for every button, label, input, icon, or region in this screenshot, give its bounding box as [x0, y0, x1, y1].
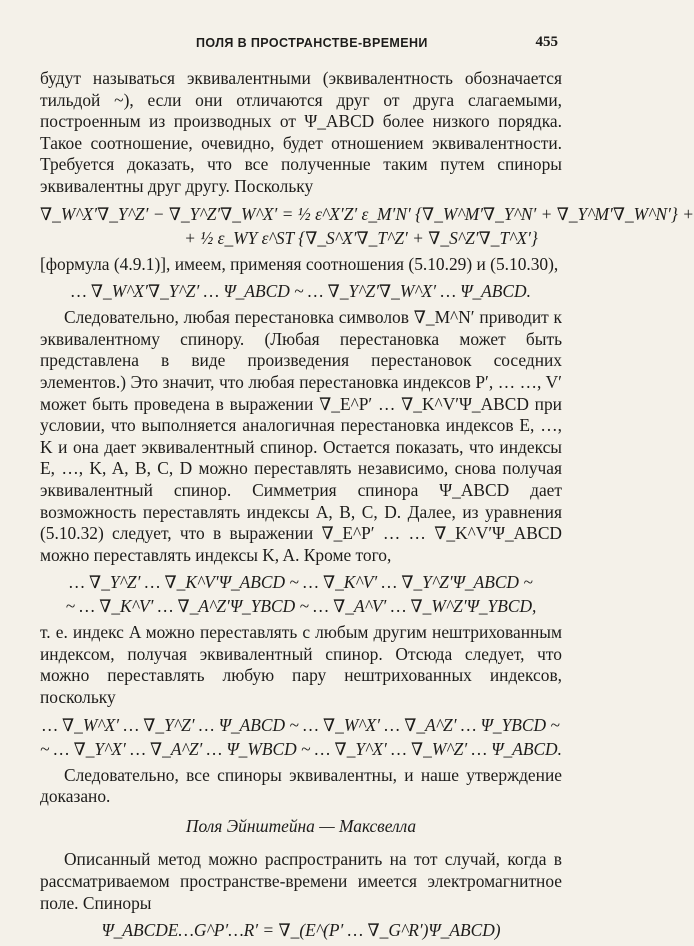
- formula-equivalence-3: [40, 713, 562, 761]
- formula-equivalence-2-line-1: … ∇_Y^Z′ … ∇_K^V′Ψ_ABCD ~ … ∇_K^V′ … ∇_Y^Z′Ψ_ABCD ~: [69, 572, 533, 593]
- paragraph-2: [формула (4.9.1)], имеем, применяя соотношения (5.10.29) и (5.10.30),: [40, 253, 559, 274]
- formula-commutator: [40, 202, 694, 250]
- paragraph-6: Описанный метод можно распространить на тот случай, когда в рассматриваемом пространстве-времени имеется электромагнитное поле. Спиноры: [40, 849, 562, 913]
- formula-spinor-definition: Ψ_ABCDE…G^P′…R′ = ∇_(E^(P′ … ∇_G^R′)Ψ_ABCD): [101, 920, 501, 941]
- paragraph-3: Следовательно, любая перестановка символов ∇_M^N′ приводит к эквивалентному спинору. (Любая перестановка может быть представлена в виде произведения перестановок соседних элементов.) Это значит, что любая перестановка индексов P′, … …, V′ может быть проведена в выражении ∇_E^P′ … ∇_K^V′Ψ_ABCD при условии, что выполняется аналогичная перестановка индексов E, …, K и она дает эквивалентный спинор. Остается показать, что индексы E, …, K, A, B, C, D можно переставлять независимо, снова получая эквивалентный спинор. Симметрия спинора Ψ_ABCD дает возможность переставлять индексы A, B, C, D. Далее, из уравнения (5.10.32) следует, что в выражении ∇_E^P′ … … ∇_K^V′Ψ_ABCD можно переставлять индексы K, A. Кроме того,: [40, 307, 562, 565]
- formula-commutator-line-2: + ½ ε_WY ε^ST {∇_S^X′∇_T^Z′ + ∇_S^Z′∇_T^X′}: [184, 227, 538, 248]
- page-number: 455: [535, 34, 558, 50]
- formula-equivalence-3-line-1: … ∇_W^X′ … ∇_Y^Z′ … Ψ_ABCD ~ … ∇_W^X′ … ∇_A^Z′ … Ψ_YBCD ~: [42, 714, 560, 735]
- page-body: [40, 68, 694, 946]
- paragraph-4: т. е. индекс A можно переставлять с любым другим нештрихованным индексом, получая эквивалентный спинор. Отсюда следует, что можно переставлять любую пару нештрихованных индексов, поскольку: [40, 622, 562, 708]
- section-heading: Поля Эйнштейна — Максвелла: [185, 815, 417, 836]
- paragraph-1: будут называться эквивалентными (эквивалентность обозначается тильдой ~), если они отличаются друг от друга слагаемыми, построенным из производных от Ψ_ABCD более низкого порядка. Такое соотношение, очевидно, будет отношением эквивалентности. Требуется доказать, что все полученные таким путем спиноры эквивалентны друг другу. Поскольку: [40, 68, 562, 196]
- formula-equivalence-3-line-2: ~ … ∇_Y^X′ … ∇_A^Z′ … Ψ_WBCD ~ … ∇_Y^X′ … ∇_W^Z′ … Ψ_ABCD.: [40, 738, 562, 759]
- formula-equivalence-2: [40, 570, 562, 618]
- formula-equivalence-2-line-2: ~ … ∇_K^V′ … ∇_A^Z′Ψ_YBCD ~ … ∇_A^V′ … ∇_W^Z′Ψ_YBCD,: [65, 596, 537, 617]
- formula-equivalence-1: … ∇_W^X′∇_Y^Z′ … Ψ_ABCD ~ … ∇_Y^Z′∇_W^X′ … Ψ_ABCD.: [71, 281, 531, 302]
- page-header: [0, 30, 600, 54]
- formula-commutator-line-1: ∇_W^X′∇_Y^Z′ − ∇_Y^Z′∇_W^X′ = ½ ε^X′Z′ ε_M′N′ {∇_W^M′∇_Y^N′ + ∇_Y^M′∇_W^N′} +: [40, 203, 694, 224]
- paragraph-5: Следовательно, все спиноры эквивалентны, и наше утверждение доказано.: [40, 764, 562, 807]
- running-title: ПОЛЯ В ПРОСТРАНСТВЕ-ВРЕМЕНИ: [196, 36, 428, 50]
